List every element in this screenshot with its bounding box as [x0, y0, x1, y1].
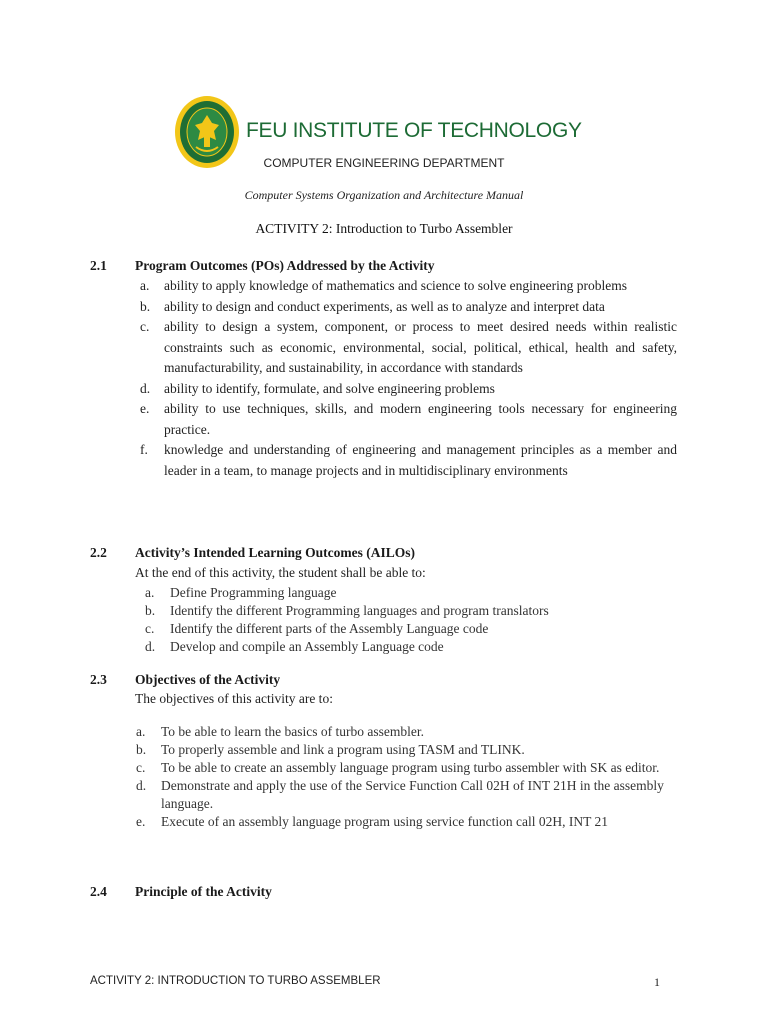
section-number: 2.4	[90, 884, 107, 899]
list-item	[145, 620, 685, 638]
section-heading: Activity’s Intended Learning Outcomes (AILOs)	[135, 545, 415, 560]
list-item	[136, 723, 684, 741]
list-marker: b.	[145, 603, 156, 618]
list-marker: a.	[145, 585, 155, 600]
list-marker: a.	[140, 278, 150, 293]
list-marker: d.	[140, 380, 151, 396]
list-item	[140, 399, 677, 440]
list-item	[145, 602, 685, 620]
ailo-list	[145, 584, 685, 656]
list-marker: d.	[145, 639, 156, 654]
list-text: knowledge and understanding of engineering and management principles as a member and leader in a team, to manage projects and in multidisciplinary environments	[164, 442, 677, 478]
department-name: COMPUTER ENGINEERING DEPARTMENT	[263, 156, 505, 170]
list-text: To properly assemble and link a program using TASM and TLINK.	[161, 742, 525, 757]
list-marker: e.	[140, 401, 150, 416]
list-text: Define Programming language	[170, 585, 337, 600]
list-text: Execute of an assembly language program using service function call 02H, INT 21	[161, 814, 608, 829]
list-text: Demonstrate and apply the use of the Service Function Call 02H of INT 21H in the assembly language.	[161, 778, 664, 811]
list-marker: a.	[136, 724, 146, 739]
list-marker: c.	[140, 319, 150, 334]
institution-name: FEU INSTITUTE OF TECHNOLOGY	[246, 119, 582, 142]
list-item	[145, 584, 685, 602]
list-text: ability to use techniques, skills, and modern engineering tools necessary for engineering practice.	[164, 401, 677, 437]
list-item	[140, 276, 677, 297]
list-item	[140, 379, 677, 400]
list-item	[136, 777, 684, 813]
list-marker: c.	[145, 621, 155, 636]
list-item	[140, 440, 677, 481]
list-marker: c.	[136, 760, 146, 775]
program-outcomes-list	[140, 276, 677, 481]
section-intro: The objectives of this activity are to:	[135, 691, 333, 706]
list-marker: d.	[136, 778, 147, 793]
list-item	[145, 638, 685, 656]
list-marker: f.	[140, 442, 148, 457]
list-text: Identify the different parts of the Assembly Language code	[170, 621, 489, 636]
list-marker: b.	[136, 742, 147, 757]
list-item	[140, 297, 677, 318]
objectives-list	[136, 723, 684, 831]
section-number: 2.3	[90, 672, 107, 687]
activity-title: ACTIVITY 2: Introduction to Turbo Assembler	[255, 221, 513, 236]
section-number: 2.1	[90, 258, 107, 273]
list-text: To be able to create an assembly language program using turbo assembler with SK as editor.	[161, 760, 660, 775]
list-item	[136, 741, 684, 759]
section-heading: Principle of the Activity	[135, 884, 272, 899]
list-item	[140, 317, 677, 379]
section-intro: At the end of this activity, the student shall be able to:	[135, 565, 426, 580]
list-text: To be able to learn the basics of turbo assembler.	[161, 724, 424, 739]
list-marker: e.	[136, 814, 146, 829]
list-text: ability to identify, formulate, and solve engineering problems	[164, 380, 495, 396]
section-heading: Program Outcomes (POs) Addressed by the Activity	[135, 258, 435, 273]
list-text: ability to design and conduct experiments, as well as to analyze and interpret data	[164, 298, 605, 314]
list-text: ability to design a system, component, or process to meet desired needs within realistic constraints such as economic, environmental, social, political, ethical, health and safety, manufacturability, and sustainability, in accordance with standards	[164, 319, 677, 375]
list-text: Develop and compile an Assembly Language code	[170, 639, 444, 654]
list-item	[136, 813, 684, 831]
section-number: 2.2	[90, 545, 107, 560]
manual-title: Computer Systems Organization and Architecture Manual	[244, 188, 524, 202]
page-number: 1	[654, 975, 660, 989]
section-heading: Objectives of the Activity	[135, 672, 281, 687]
list-item	[136, 759, 684, 777]
list-marker: b.	[140, 298, 151, 314]
list-text: ability to apply knowledge of mathematics and science to solve engineering problems	[164, 278, 627, 293]
footer-activity-label: ACTIVITY 2: INTRODUCTION TO TURBO ASSEMBLER	[90, 975, 381, 987]
list-text: Identify the different Programming languages and program translators	[170, 603, 549, 618]
